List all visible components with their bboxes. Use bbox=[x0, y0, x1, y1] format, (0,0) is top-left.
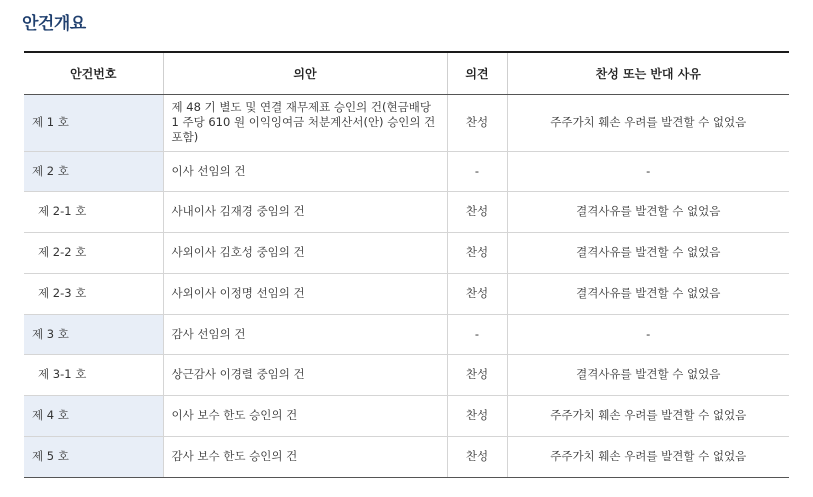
agenda-item-cell: 사내이사 김재경 중임의 건 bbox=[163, 191, 447, 232]
opinion-cell: 찬성 bbox=[447, 395, 507, 436]
opinion-cell: 찬성 bbox=[447, 436, 507, 477]
section-title: 안건개요 bbox=[22, 14, 86, 34]
agenda-item-cell: 사외이사 김호성 중임의 건 bbox=[163, 232, 447, 273]
table-row bbox=[24, 94, 789, 151]
table-row bbox=[24, 273, 789, 314]
agenda-number-cell: 제 2-3 호 bbox=[24, 273, 163, 314]
table-row bbox=[24, 151, 789, 191]
agenda-table bbox=[24, 51, 789, 478]
opinion-cell: 찬성 bbox=[447, 232, 507, 273]
agenda-number-cell: 제 2 호 bbox=[24, 151, 163, 191]
table-header-row bbox=[24, 52, 789, 94]
reason-cell: 주주가치 훼손 우려를 발견할 수 없었음 bbox=[507, 395, 789, 436]
table-row bbox=[24, 232, 789, 273]
reason-cell: - bbox=[507, 151, 789, 191]
reason-cell: 결격사유를 발견할 수 없었음 bbox=[507, 191, 789, 232]
opinion-cell: - bbox=[447, 314, 507, 354]
agenda-number-cell: 제 2-2 호 bbox=[24, 232, 163, 273]
table-row bbox=[24, 395, 789, 436]
table-row bbox=[24, 354, 789, 395]
header-reason: 찬성 또는 반대 사유 bbox=[507, 52, 789, 94]
table-row bbox=[24, 436, 789, 477]
reason-cell: 결격사유를 발견할 수 없었음 bbox=[507, 354, 789, 395]
reason-cell: 주주가치 훼손 우려를 발견할 수 없었음 bbox=[507, 94, 789, 151]
agenda-number-cell: 제 3 호 bbox=[24, 314, 163, 354]
agenda-item-cell: 감사 선임의 건 bbox=[163, 314, 447, 354]
agenda-item-cell: 상근감사 이경렬 중임의 건 bbox=[163, 354, 447, 395]
reason-cell: 주주가치 훼손 우려를 발견할 수 없었음 bbox=[507, 436, 789, 477]
agenda-number-cell: 제 4 호 bbox=[24, 395, 163, 436]
table-row bbox=[24, 191, 789, 232]
agenda-item-cell: 제 48 기 별도 및 연결 재무제표 승인의 건(현금배당 1 주당 610 원 이익잉여금 처분계산서(안) 승인의 건 포함) bbox=[163, 94, 447, 151]
header-opinion: 의견 bbox=[447, 52, 507, 94]
reason-cell: - bbox=[507, 314, 789, 354]
reason-cell: 결격사유를 발견할 수 없었음 bbox=[507, 232, 789, 273]
header-agenda-number: 안건번호 bbox=[24, 52, 163, 94]
agenda-number-cell: 제 2-1 호 bbox=[24, 191, 163, 232]
agenda-item-cell: 이사 선임의 건 bbox=[163, 151, 447, 191]
opinion-cell: 찬성 bbox=[447, 354, 507, 395]
header-agenda-item: 의안 bbox=[163, 52, 447, 94]
agenda-number-cell: 제 1 호 bbox=[24, 94, 163, 151]
agenda-number-cell: 제 3-1 호 bbox=[24, 354, 163, 395]
opinion-cell: 찬성 bbox=[447, 273, 507, 314]
agenda-item-cell: 이사 보수 한도 승인의 건 bbox=[163, 395, 447, 436]
agenda-item-cell: 사외이사 이정명 선임의 건 bbox=[163, 273, 447, 314]
table-row bbox=[24, 314, 789, 354]
reason-cell: 결격사유를 발견할 수 없었음 bbox=[507, 273, 789, 314]
opinion-cell: 찬성 bbox=[447, 94, 507, 151]
agenda-number-cell: 제 5 호 bbox=[24, 436, 163, 477]
agenda-item-cell: 감사 보수 한도 승인의 건 bbox=[163, 436, 447, 477]
opinion-cell: 찬성 bbox=[447, 191, 507, 232]
opinion-cell: - bbox=[447, 151, 507, 191]
